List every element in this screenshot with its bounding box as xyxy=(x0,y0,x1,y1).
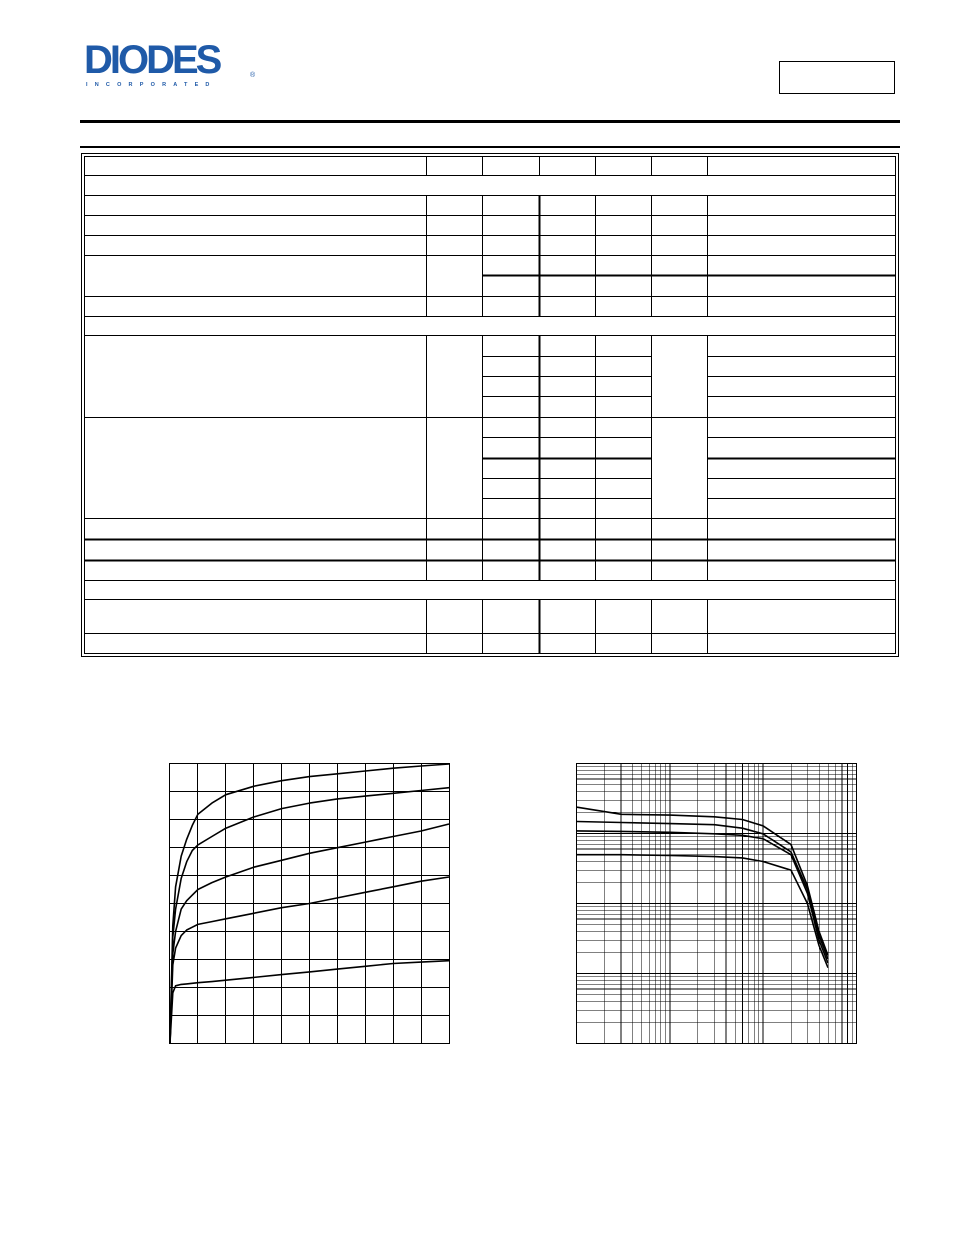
diodes-logo xyxy=(84,40,260,96)
chart-log-characteristics xyxy=(576,763,857,1044)
chart2-plot-area xyxy=(576,763,857,1044)
header-rule xyxy=(80,120,900,123)
electrical-characteristics-table xyxy=(84,156,896,654)
logo-registered-mark: ® xyxy=(250,72,256,79)
chart2-grid xyxy=(576,763,857,1044)
logo-wordmark: DIODES xyxy=(84,38,220,82)
table-grid xyxy=(84,156,896,654)
chart1-plot-area xyxy=(169,763,450,1044)
chart-output-characteristics xyxy=(169,763,450,1044)
chart2-series-line-2 xyxy=(577,822,828,960)
logo-subtext: INCORPORATED xyxy=(86,82,217,88)
header-rule-thin xyxy=(80,146,900,148)
part-number-box xyxy=(779,61,895,94)
chart2-series-line-4 xyxy=(577,855,828,968)
chart2-series-line-1 xyxy=(577,807,828,955)
